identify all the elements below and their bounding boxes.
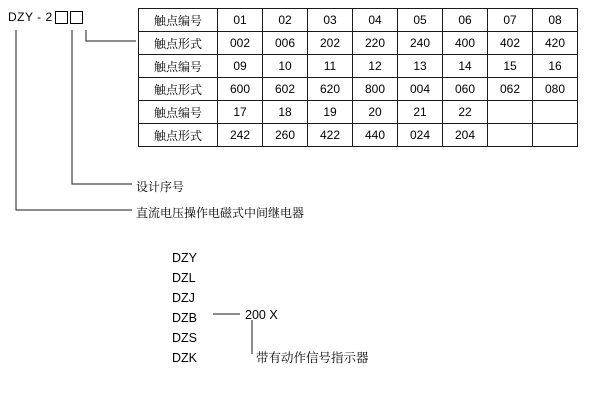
row-label: 触点形式 [139, 32, 218, 55]
table-cell: 004 [398, 78, 443, 101]
design-serial-label: 设计序号 [136, 180, 185, 194]
indicator-note-label: 带有动作信号指示器 [256, 351, 369, 365]
table-cell: 600 [218, 78, 263, 101]
table-cell: 080 [533, 78, 578, 101]
table-cell: 07 [488, 9, 533, 32]
table-cell: 800 [353, 78, 398, 101]
table-cell: 062 [488, 78, 533, 101]
table-cell: 10 [263, 55, 308, 78]
table-cell: 05 [398, 9, 443, 32]
table-cell: 402 [488, 32, 533, 55]
table-cell: 220 [353, 32, 398, 55]
table-cell: 006 [263, 32, 308, 55]
contact-spec-table [138, 8, 578, 147]
table-cell: 17 [218, 101, 263, 124]
row-label: 触点形式 [139, 124, 218, 147]
relay-family-list [172, 248, 197, 368]
table-cell: 09 [218, 55, 263, 78]
row-label: 触点编号 [139, 101, 218, 124]
table-cell [533, 101, 578, 124]
table-row [139, 101, 578, 124]
table-cell: 002 [218, 32, 263, 55]
model-code-box-1 [55, 11, 68, 24]
table-row [139, 124, 578, 147]
table-row [139, 9, 578, 32]
table-cell: 14 [443, 55, 488, 78]
table-cell: 202 [308, 32, 353, 55]
table-cell: 204 [443, 124, 488, 147]
table-cell: 03 [308, 9, 353, 32]
table-cell: 260 [263, 124, 308, 147]
table-cell: 602 [263, 78, 308, 101]
list-item: DZL [172, 271, 196, 285]
list-item: DZJ [172, 291, 195, 305]
table-cell: 11 [308, 55, 353, 78]
table-row [139, 78, 578, 101]
table-cell: 242 [218, 124, 263, 147]
list-item: DZB [172, 311, 197, 325]
row-label: 触点编号 [139, 55, 218, 78]
table-cell: 16 [533, 55, 578, 78]
table-cell: 13 [398, 55, 443, 78]
table-cell: 440 [353, 124, 398, 147]
table-cell [488, 101, 533, 124]
table-cell: 22 [443, 101, 488, 124]
table-cell: 04 [353, 9, 398, 32]
table-cell: 422 [308, 124, 353, 147]
table-cell: 420 [533, 32, 578, 55]
table-cell [533, 124, 578, 147]
table-cell: 024 [398, 124, 443, 147]
table-cell: 01 [218, 9, 263, 32]
table-cell: 06 [443, 9, 488, 32]
list-item: DZY [172, 251, 197, 265]
table-cell: 19 [308, 101, 353, 124]
table-cell: 060 [443, 78, 488, 101]
table-row [139, 55, 578, 78]
model-code-text: DZY - 2 [8, 10, 53, 24]
series-code-label: 200 X [245, 308, 278, 322]
table-cell: 400 [443, 32, 488, 55]
table-cell [488, 124, 533, 147]
row-label: 触点编号 [139, 9, 218, 32]
table-body [139, 9, 578, 147]
description-label: 直流电压操作电磁式中间继电器 [136, 206, 305, 220]
table-row [139, 32, 578, 55]
table-cell: 21 [398, 101, 443, 124]
table-cell: 240 [398, 32, 443, 55]
model-code [8, 10, 83, 24]
table-cell: 15 [488, 55, 533, 78]
table-cell: 02 [263, 9, 308, 32]
table-cell: 12 [353, 55, 398, 78]
table-cell: 20 [353, 101, 398, 124]
table-cell: 620 [308, 78, 353, 101]
row-label: 触点形式 [139, 78, 218, 101]
table-cell: 08 [533, 9, 578, 32]
list-item: DZS [172, 331, 197, 345]
model-code-box-2 [70, 11, 83, 24]
list-item: DZK [172, 351, 197, 365]
table-cell: 18 [263, 101, 308, 124]
